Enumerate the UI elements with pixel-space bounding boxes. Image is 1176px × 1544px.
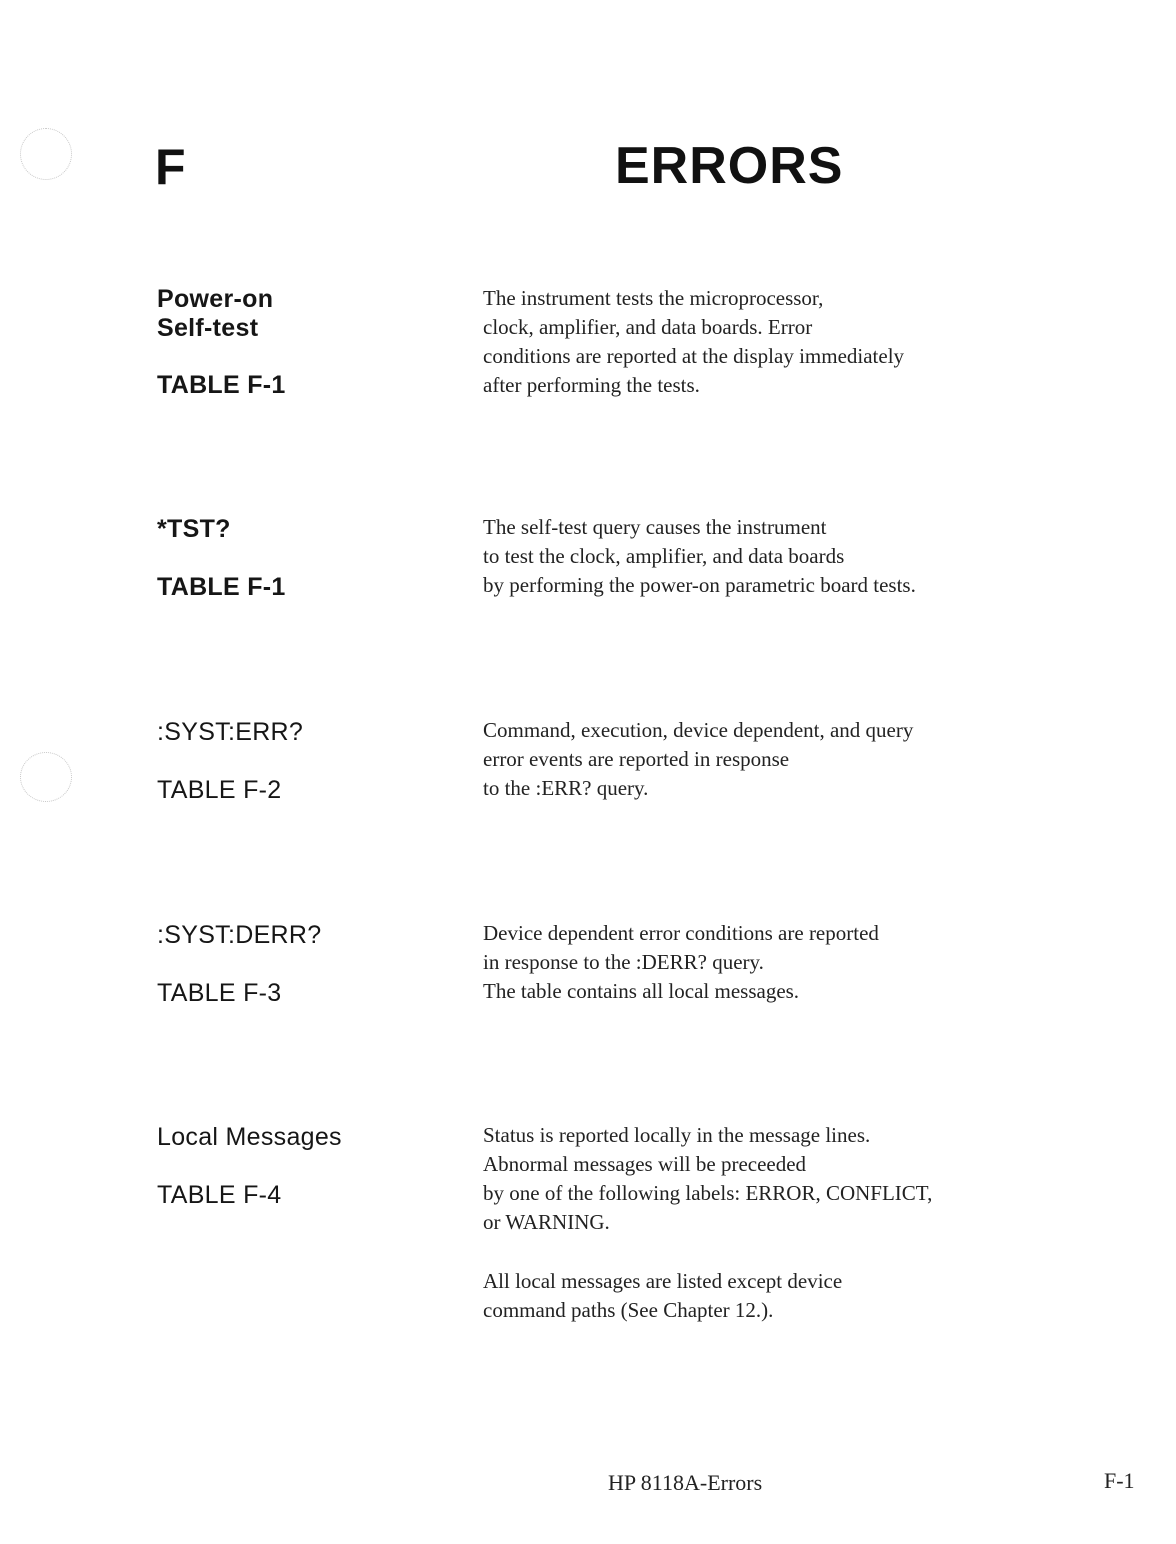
footer-title: HP 8118A-Errors: [608, 1470, 763, 1495]
text-line: clock, amplifier, and data boards. Error: [483, 315, 813, 339]
table-ref-f1: TABLE F-1: [157, 371, 286, 399]
text-line: to test the clock, amplifier, and data boards: [483, 544, 845, 568]
text-line: The table contains all local messages.: [483, 979, 800, 1003]
section-text-local-messages: [483, 1121, 1043, 1237]
table-ref-f1-tst: TABLE F-1: [157, 573, 286, 601]
section-label-line: *TST?: [157, 515, 231, 543]
text-line: after performing the tests.: [483, 373, 700, 397]
text-line: conditions are reported at the display immediately: [483, 344, 905, 368]
section-text-local-messages-note: [483, 1267, 1043, 1325]
table-ref-f3: TABLE F-3: [157, 979, 282, 1007]
section-label-line: Power-on: [157, 285, 274, 313]
section-label-line: Self-test: [157, 314, 259, 342]
section-text-syst-derr: [483, 919, 1043, 1006]
chapter-title: ERRORS: [615, 137, 844, 195]
section-label-line: Local Messages: [157, 1123, 342, 1151]
section-text-tst: [483, 513, 1043, 600]
text-line: command paths (See Chapter 12.).: [483, 1298, 774, 1322]
section-label-tst: [157, 515, 231, 544]
text-line: or WARNING.: [483, 1210, 610, 1234]
table-ref-f2: TABLE F-2: [157, 776, 282, 804]
section-text-power-on: [483, 284, 1043, 400]
punch-hole-top: [20, 128, 72, 180]
section-label-local-messages: [157, 1123, 342, 1152]
text-line: Command, execution, device dependent, and query: [483, 718, 914, 742]
text-line: All local messages are listed except device: [483, 1269, 843, 1293]
text-line: by performing the power-on parametric board tests.: [483, 573, 916, 597]
section-label-syst-err: [157, 718, 303, 747]
text-line: by one of the following labels: ERROR, CONFLICT,: [483, 1181, 933, 1205]
text-line: Device dependent error conditions are reported: [483, 921, 879, 945]
table-ref-f4: TABLE F-4: [157, 1181, 282, 1209]
section-label-syst-derr: [157, 921, 321, 950]
section-text-syst-err: [483, 716, 1043, 803]
chapter-letter: F: [155, 139, 186, 195]
section-label-power-on: [157, 285, 273, 343]
text-line: Status is reported locally in the message lines.: [483, 1123, 871, 1147]
text-line: The self-test query causes the instrument: [483, 515, 827, 539]
text-line: error events are reported in response: [483, 747, 790, 771]
page-number: F-1: [1104, 1468, 1135, 1493]
text-line: The instrument tests the microprocessor,: [483, 286, 824, 310]
text-line: in response to the :DERR? query.: [483, 950, 764, 974]
section-label-line: :SYST:DERR?: [157, 921, 322, 949]
section-label-line: :SYST:ERR?: [157, 718, 304, 746]
punch-hole-middle: [20, 752, 72, 802]
text-line: to the :ERR? query.: [483, 776, 649, 800]
text-line: Abnormal messages will be preceeded: [483, 1152, 807, 1176]
